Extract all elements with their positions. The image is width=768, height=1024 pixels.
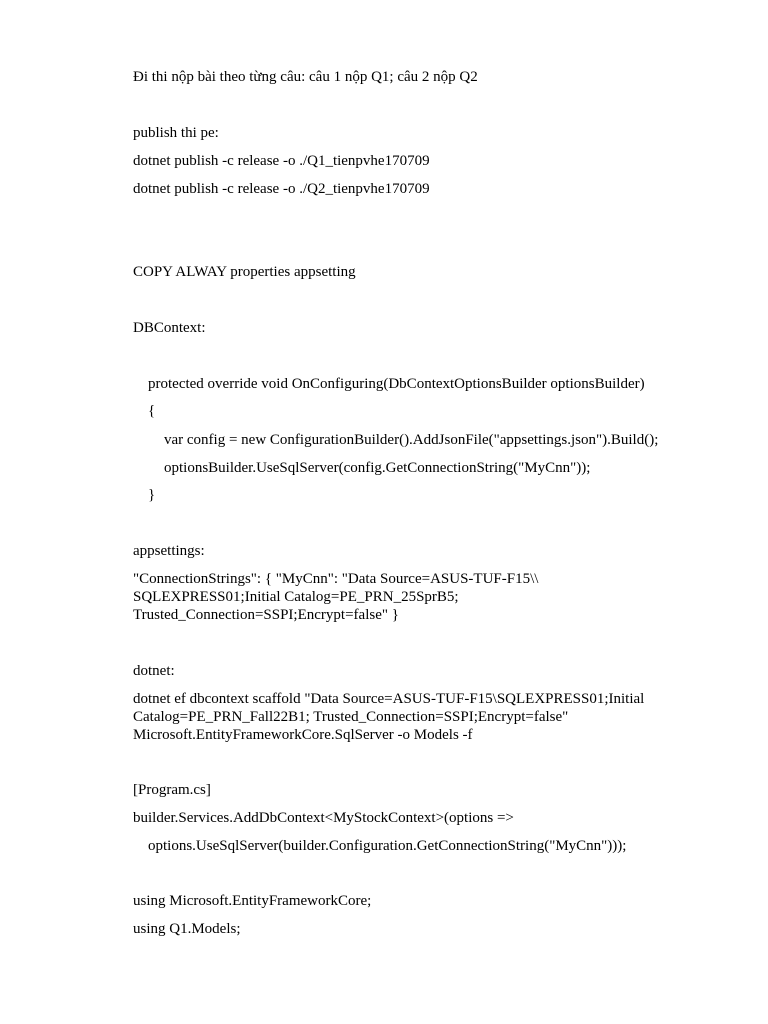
code-line: var config = new ConfigurationBuilder().AddJsonFile("appsettings.json").Build();	[164, 432, 659, 448]
appsettings-line: Trusted_Connection=SSPI;Encrypt=false" }	[133, 607, 399, 623]
dbcontext-heading: DBContext:	[133, 320, 206, 336]
copy-always-note: COPY ALWAY properties appsetting	[133, 264, 356, 280]
publish-command-q1: dotnet publish -c release -o ./Q1_tienpvhe170709	[133, 153, 430, 169]
code-line: protected override void OnConfiguring(DbContextOptionsBuilder optionsBuilder)	[148, 376, 645, 392]
using-line: using Microsoft.EntityFrameworkCore;	[133, 893, 372, 909]
intro-text: Đi thi nộp bài theo từng câu: câu 1 nộp Q1; câu 2 nộp Q2	[133, 69, 478, 85]
program-line: options.UseSqlServer(builder.Configuration.GetConnectionString("MyCnn")));	[148, 838, 627, 854]
appsettings-heading: appsettings:	[133, 543, 205, 559]
scaffold-line: dotnet ef dbcontext scaffold "Data Source=ASUS-TUF-F15\SQLEXPRESS01;Initial	[133, 691, 645, 707]
program-heading: [Program.cs]	[133, 782, 211, 798]
program-line: builder.Services.AddDbContext<MyStockContext>(options =>	[133, 810, 514, 826]
using-line: using Q1.Models;	[133, 921, 241, 937]
dotnet-heading: dotnet:	[133, 663, 175, 679]
scaffold-line: Catalog=PE_PRN_Fall22B1; Trusted_Connection=SSPI;Encrypt=false"	[133, 709, 569, 725]
code-line: }	[148, 487, 156, 503]
publish-heading: publish thi pe:	[133, 125, 219, 141]
code-line: {	[148, 403, 156, 419]
publish-command-q2: dotnet publish -c release -o ./Q2_tienpvhe170709	[133, 181, 430, 197]
scaffold-line: Microsoft.EntityFrameworkCore.SqlServer -o Models -f	[133, 727, 473, 743]
code-line: optionsBuilder.UseSqlServer(config.GetConnectionString("MyCnn"));	[164, 460, 591, 476]
appsettings-line: SQLEXPRESS01;Initial Catalog=PE_PRN_25SprB5;	[133, 589, 459, 605]
appsettings-line: "ConnectionStrings": { "MyCnn": "Data Source=ASUS-TUF-F15\\	[133, 571, 539, 587]
